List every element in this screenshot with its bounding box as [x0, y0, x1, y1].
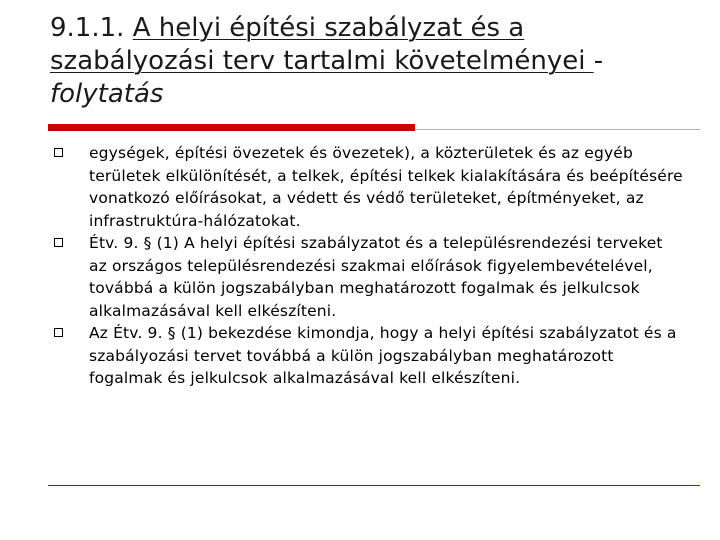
bullet-text: Az Étv. 9. § (1) bekezdése kimondja, hogy a helyi építési szabályzatot és a szabályozási tervet továbbá a külön jogszabályban meghatározott fogalmak és jelkulcsok alkalmazásával kell elkészíteni.	[89, 324, 677, 387]
bullet-item	[54, 232, 684, 322]
square-bullet-icon	[54, 328, 63, 337]
bullet-item	[54, 142, 684, 232]
slide-title	[50, 12, 690, 111]
title-continuation: folytatás	[50, 79, 164, 109]
square-bullet-icon	[54, 238, 63, 247]
title-number: 9.1.1.	[50, 13, 133, 43]
bullet-list	[54, 142, 684, 390]
footer-divider-line	[48, 485, 700, 486]
bullet-item	[54, 322, 684, 390]
title-dash: -	[593, 46, 604, 76]
title-main-text: A helyi építési szabályzat és a szabályozási terv tartalmi követelményei	[50, 13, 594, 76]
square-bullet-icon	[54, 148, 63, 157]
bullet-text: Étv. 9. § (1) A helyi építési szabályzatot és a településrendezési terveket az országos településrendezési szakmai előírások figyelembevételével, továbbá a külön jogszabályban meghatározott fogalmak és jelkulcsok alkalmazásával kell elkészíteni.	[89, 234, 663, 320]
bullet-text: egységek, építési övezetek és övezetek), a közterületek és az egyéb területek elkülönítését, a telkek, építési telkek kialakítására és beépítésére vonatkozó előírásokat, a védett és védő területeket, építményeket, az infrastruktúra-hálózatokat.	[89, 144, 683, 230]
title-accent-bar	[48, 124, 415, 131]
